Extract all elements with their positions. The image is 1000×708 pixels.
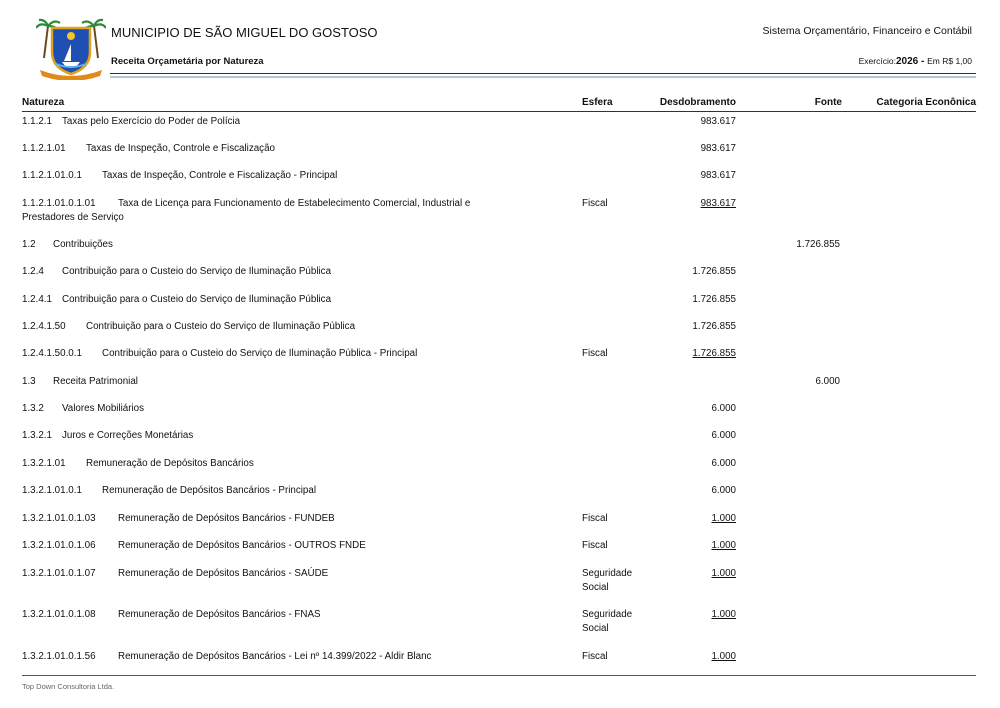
natureza-code: 1.3.2	[22, 403, 44, 414]
esfera-value: Fiscal	[582, 348, 608, 359]
esfera-value: Fiscal	[582, 651, 608, 662]
natureza-description: Remuneração de Depósitos Bancários - FNAS	[118, 609, 321, 620]
esfera-value: Fiscal	[582, 540, 608, 551]
desdobramento-value: 1.000	[711, 513, 736, 524]
natureza-code: 1.3.2.1.01.0.1.06	[22, 540, 96, 551]
desdobramento-value: 6.000	[711, 485, 736, 496]
natureza-description: Contribuição para o Custeio do Serviço de Iluminação Pública	[86, 321, 356, 332]
desdobramento-value: 6.000	[711, 458, 736, 469]
desdobramento-value: 6.000	[711, 403, 736, 414]
desdobramento-value: 1.726.855	[692, 321, 736, 332]
natureza-code: 1.2	[22, 239, 36, 250]
natureza-code: 1.2.4.1.50	[22, 321, 66, 332]
col-desdobramento: Desdobramento	[659, 97, 736, 108]
natureza-description: Remuneração de Depósitos Bancários - Principal	[102, 485, 317, 496]
natureza-description: Contribuição para o Custeio do Serviço de Iluminação Pública	[62, 294, 332, 305]
exercise-label: Exercício:	[858, 56, 896, 66]
natureza-code: 1.3.2.1.01.0.1.07	[22, 568, 96, 579]
desdobramento-value: 1.726.855	[692, 266, 736, 277]
fonte-value: 6.000	[815, 376, 840, 387]
table-header	[22, 97, 978, 111]
col-fonte: Fonte	[814, 97, 842, 108]
natureza-description: Remuneração de Depósitos Bancários - Lei nº 14.399/2022 - Aldir Blanc	[118, 651, 432, 662]
natureza-description: Taxa de Licença para Funcionamento de Estabelecimento Comercial, Industrial e Prestadores de Serviço	[22, 198, 471, 223]
table-header-rule	[22, 111, 976, 112]
esfera-value: Fiscal	[582, 513, 608, 524]
desdobramento-value: 1.726.855	[692, 348, 736, 359]
esfera-value: Fiscal	[582, 198, 608, 209]
natureza-description: Receita Patrimonial	[53, 376, 138, 387]
footer-company: Top Down Consultoria Ltda.	[22, 682, 115, 691]
header-divider-accent	[110, 76, 976, 78]
natureza-code: 1.1.2.1.01.0.1.01	[22, 198, 96, 209]
desdobramento-value: 1.726.855	[692, 294, 736, 305]
natureza-description: Remuneração de Depósitos Bancários - OUTROS FNDE	[118, 540, 366, 551]
natureza-code: 1.3	[22, 376, 36, 387]
natureza-code: 1.1.2.1	[22, 116, 52, 127]
natureza-code: 1.3.2.1.01.0.1.03	[22, 513, 96, 524]
esfera-value: Seguridade Social	[582, 568, 633, 593]
natureza-code: 1.3.2.1.01	[22, 458, 66, 469]
desdobramento-value: 1.000	[711, 651, 736, 662]
natureza-description: Contribuição para o Custeio do Serviço de Iluminação Pública - Principal	[102, 348, 418, 359]
desdobramento-value: 6.000	[711, 430, 736, 441]
desdobramento-value: 983.617	[700, 170, 736, 181]
natureza-description: Contribuições	[53, 239, 113, 250]
desdobramento-value: 983.617	[700, 143, 736, 154]
desdobramento-value: 1.000	[711, 609, 736, 620]
fonte-value: 1.726.855	[796, 239, 840, 250]
natureza-code: 1.1.2.1.01	[22, 143, 66, 154]
natureza-code: 1.3.2.1	[22, 430, 52, 441]
municipality-name: MUNICIPIO DE SÃO MIGUEL DO GOSTOSO	[111, 25, 378, 40]
natureza-description: Valores Mobiliários	[62, 403, 145, 414]
natureza-code: 1.1.2.1.01.0.1	[22, 170, 82, 181]
col-esfera: Esfera	[582, 97, 613, 108]
natureza-description: Contribuição para o Custeio do Serviço de Iluminação Pública	[62, 266, 332, 277]
desdobramento-value: 1.000	[711, 568, 736, 579]
natureza-code: 1.2.4.1	[22, 294, 52, 305]
exercise-separator: -	[918, 56, 928, 67]
footer-divider	[22, 675, 976, 676]
col-natureza: Natureza	[22, 97, 65, 108]
natureza-code: 1.2.4.1.50.0.1	[22, 348, 82, 359]
desdobramento-value: 983.617	[700, 116, 736, 127]
municipal-coat-of-arms-logo	[36, 18, 106, 80]
natureza-code: 1.3.2.1.01.0.1.08	[22, 609, 96, 620]
natureza-description: Taxas de Inspeção, Controle e Fiscalização - Principal	[102, 170, 338, 181]
system-name: Sistema Orçamentário, Financeiro e Contábil	[762, 25, 972, 37]
report-title: Receita Orçametária por Natureza	[111, 56, 264, 67]
natureza-code: 1.3.2.1.01.0.1	[22, 485, 82, 496]
natureza-description: Taxas de Inspeção, Controle e Fiscalização	[86, 143, 275, 154]
col-categoria-economica: Categoria Econônica	[876, 97, 976, 108]
natureza-description: Remuneração de Depósitos Bancários - SAÚDE	[118, 568, 329, 579]
natureza-code: 1.3.2.1.01.0.1.56	[22, 651, 96, 662]
header-divider	[110, 73, 976, 74]
currency-note: Em R$ 1,00	[927, 56, 972, 66]
natureza-description: Remuneração de Depósitos Bancários	[86, 458, 254, 469]
desdobramento-value: 1.000	[711, 540, 736, 551]
natureza-description: Juros e Correções Monetárias	[62, 430, 194, 441]
exercise-info	[859, 56, 972, 67]
natureza-description: Taxas pelo Exercício do Poder de Polícia	[62, 116, 241, 127]
natureza-description: Remuneração de Depósitos Bancários - FUNDEB	[118, 513, 335, 524]
esfera-value: Seguridade Social	[582, 609, 633, 634]
exercise-year: 2026	[895, 56, 919, 67]
desdobramento-value: 983.617	[700, 198, 736, 209]
natureza-code: 1.2.4	[22, 266, 44, 277]
